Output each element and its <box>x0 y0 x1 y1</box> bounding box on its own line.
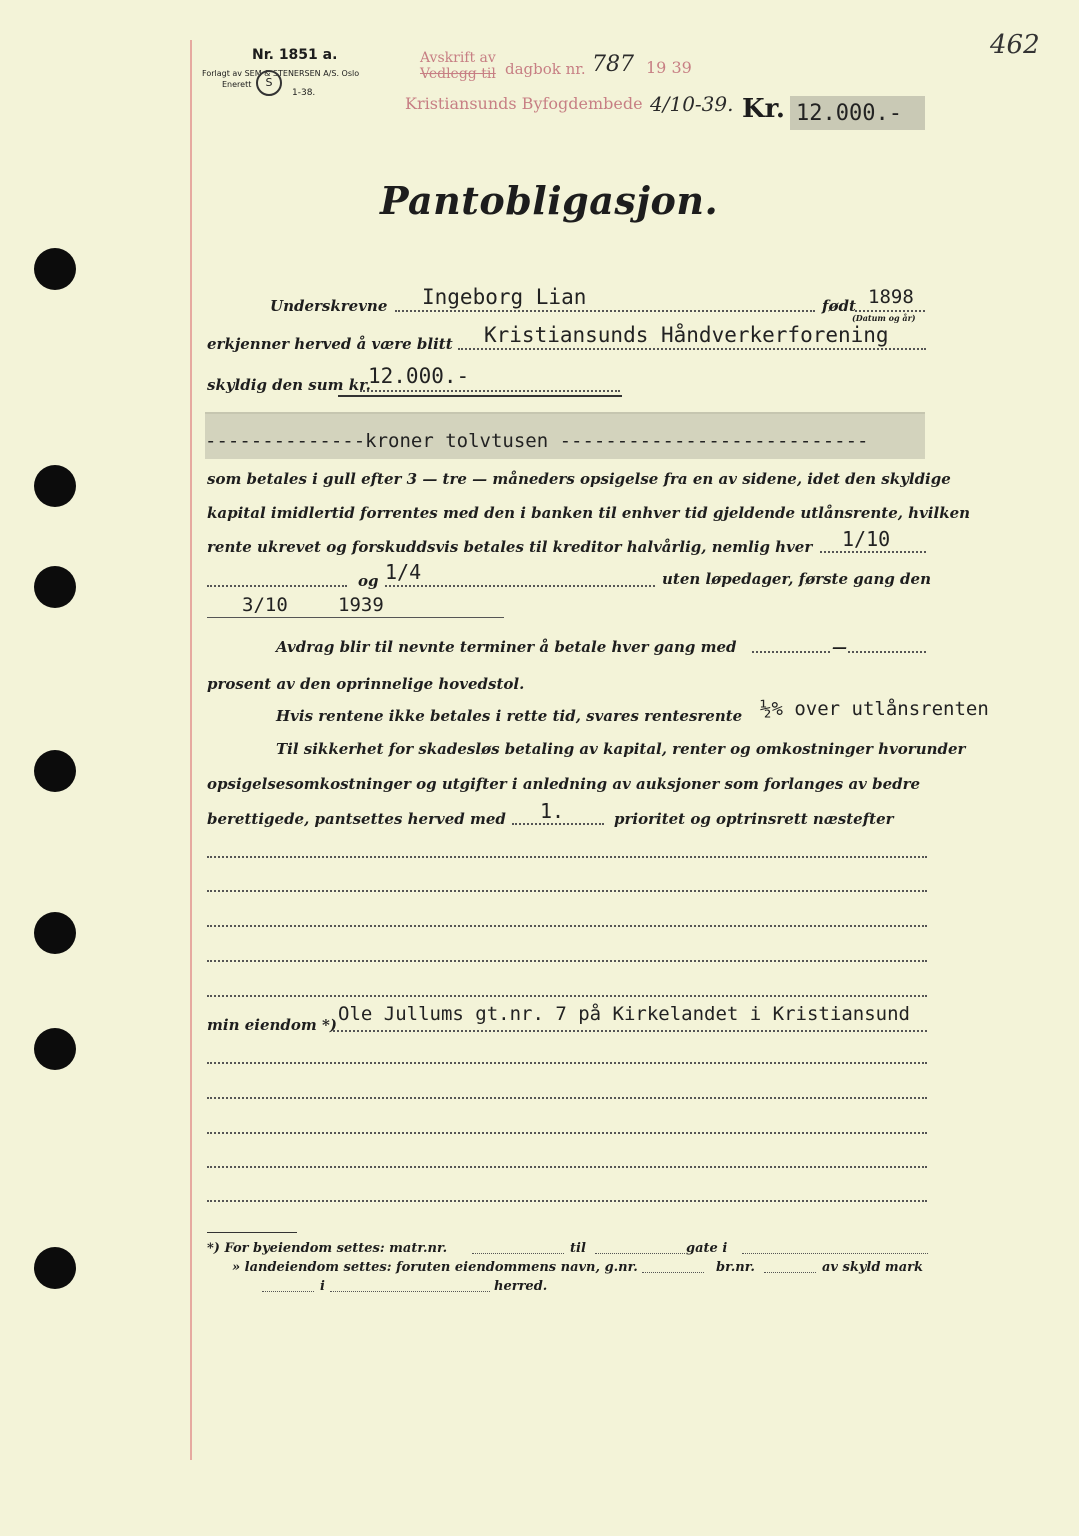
publisher-date: 1-38. <box>292 88 316 98</box>
footnote-line: herred. <box>494 1279 548 1294</box>
dotted-line <box>385 585 655 587</box>
dotted-line <box>642 1272 704 1273</box>
publisher-line: Forlagt av SEM & STENERSEN A/S. Oslo <box>202 69 360 78</box>
dotted-line <box>512 823 604 825</box>
dotted-line <box>207 925 927 927</box>
body-line: opsigelsesomkostninger og utgifter i anledning av auksjoner som forlanges av bedre <box>207 775 921 793</box>
footnote-line: til <box>570 1241 586 1256</box>
dotted-line <box>764 1272 816 1273</box>
dotted-line <box>360 390 620 392</box>
priority-value: 1. <box>540 799 565 823</box>
stamp-date: 4/10-39. <box>650 92 734 116</box>
dotted-line <box>207 1062 927 1064</box>
dotted-line <box>207 960 927 962</box>
born-hint: (Datum og år) <box>852 313 916 323</box>
amount-label: Kr. <box>742 94 785 124</box>
amount-in-words-box <box>205 412 925 459</box>
interest-value: ½% over utlånsrenten <box>760 698 989 720</box>
body-line: prosent av den oprinnelige hovedstol. <box>207 675 525 693</box>
dotted-line <box>472 1253 564 1254</box>
footnote-line: i <box>320 1279 325 1294</box>
dotted-line <box>207 890 927 892</box>
binder-hole <box>34 248 76 290</box>
property-value: Ole Jullums gt.nr. 7 på Kirkelandet i Kristiansund <box>338 1003 910 1025</box>
margin-rule <box>190 40 192 1460</box>
dotted-line <box>207 1097 927 1099</box>
body-line: rente ukrevet og forskuddsvis betales til kreditor halvårlig, nemlig hver <box>207 538 813 556</box>
dotted-line <box>742 1253 928 1254</box>
dotted-line <box>330 1291 490 1292</box>
dotted-line <box>855 310 925 312</box>
body-line: prioritet og optrinsrett næstefter <box>614 810 894 828</box>
amount-value: 12.000.- <box>796 101 902 126</box>
binder-hole <box>34 465 76 507</box>
stamp-dagbok-label: dagbok nr. <box>505 60 586 78</box>
publisher-logo: S <box>256 70 282 96</box>
body-line: berettigede, pantsettes herved med <box>207 810 506 828</box>
dotted-line <box>207 585 347 587</box>
dotted-line <box>820 551 926 553</box>
stamp-year: 19 39 <box>646 58 692 77</box>
body-line: Til sikkerhet for skadesløs betaling av kapital, renter og omkostninger hvorunder <box>276 740 966 758</box>
dotted-line <box>595 1253 685 1254</box>
undersigned-value: Ingeborg Lian <box>422 285 587 309</box>
dotted-line <box>458 348 926 350</box>
dotted-line <box>333 1030 927 1032</box>
term-1: 1/10 <box>842 527 891 551</box>
installment-dash: — <box>832 638 847 656</box>
footnote-rule <box>207 1232 297 1233</box>
footnote-line: br.nr. <box>716 1260 755 1275</box>
body-line: Hvis rentene ikke betales i rette tid, svares rentesrente <box>276 707 743 725</box>
binder-hole <box>34 1247 76 1289</box>
binder-hole <box>34 912 76 954</box>
dotted-line <box>262 1291 314 1292</box>
dotted-line <box>395 310 815 312</box>
first-year: 1939 <box>338 594 384 616</box>
dotted-line <box>207 856 927 858</box>
acknowledge-label: erkjenner herved å være blitt <box>207 335 453 353</box>
owe-value: 12.000.- <box>368 364 470 388</box>
dotted-line <box>207 617 504 618</box>
stamp-dagbok-number: 787 <box>592 52 634 77</box>
body-line: kapital imidlertid forrentes med den i banken til enhver tid gjeldende utlånsrente, hvilken <box>207 504 971 522</box>
dotted-line <box>207 1132 927 1134</box>
footnote-line: av skyld mark <box>822 1260 923 1275</box>
undersigned-label: Underskrevne <box>270 297 388 315</box>
binder-hole <box>34 566 76 608</box>
property-label: min eiendom *) <box>207 1016 337 1034</box>
term-2: 1/4 <box>385 560 422 584</box>
body-line: uten løpedager, første gang den <box>662 570 931 588</box>
footnote-line: gate i <box>686 1241 728 1256</box>
born-label: født <box>822 297 856 315</box>
body-line: Avdrag blir til nevnte terminer å betale hver gang med <box>276 638 737 656</box>
underline-rule <box>338 395 622 397</box>
publisher-rights: Enerett <box>222 80 252 89</box>
owe-label: skyldig den sum kr. <box>207 376 371 394</box>
page-number: 462 <box>990 30 1040 60</box>
binder-hole <box>34 750 76 792</box>
stamp-avskrift: Avskrift av <box>420 50 496 66</box>
dotted-line <box>207 1166 927 1168</box>
first-date: 3/10 <box>242 594 288 616</box>
og-label: og <box>358 572 379 590</box>
body-line: som betales i gull efter 3 — tre — måneders opsigelse fra en av sidene, idet den skyldige <box>207 470 951 488</box>
creditor-value: Kristiansunds Håndverkerforening <box>484 323 889 347</box>
born-value: 1898 <box>868 286 914 308</box>
footnote-line: » landeiendom settes: foruten eiendommens navn, g.nr. <box>232 1260 638 1275</box>
binder-hole <box>34 1028 76 1070</box>
amount-in-words: --------------kroner tolvtusen --------------------------- <box>205 430 869 452</box>
dotted-line <box>207 1200 927 1202</box>
form-number: Nr. 1851 a. <box>252 47 338 63</box>
footnote-line: *) For byeiendom settes: matr.nr. <box>207 1241 448 1256</box>
amount-box <box>790 96 925 130</box>
stamp-vedlegg: Vedlegg til <box>420 66 496 82</box>
document-title: Pantobligasjon. <box>380 178 719 223</box>
stamp-office: Kristiansunds Byfogdembede <box>405 94 643 113</box>
dotted-line <box>207 995 927 997</box>
